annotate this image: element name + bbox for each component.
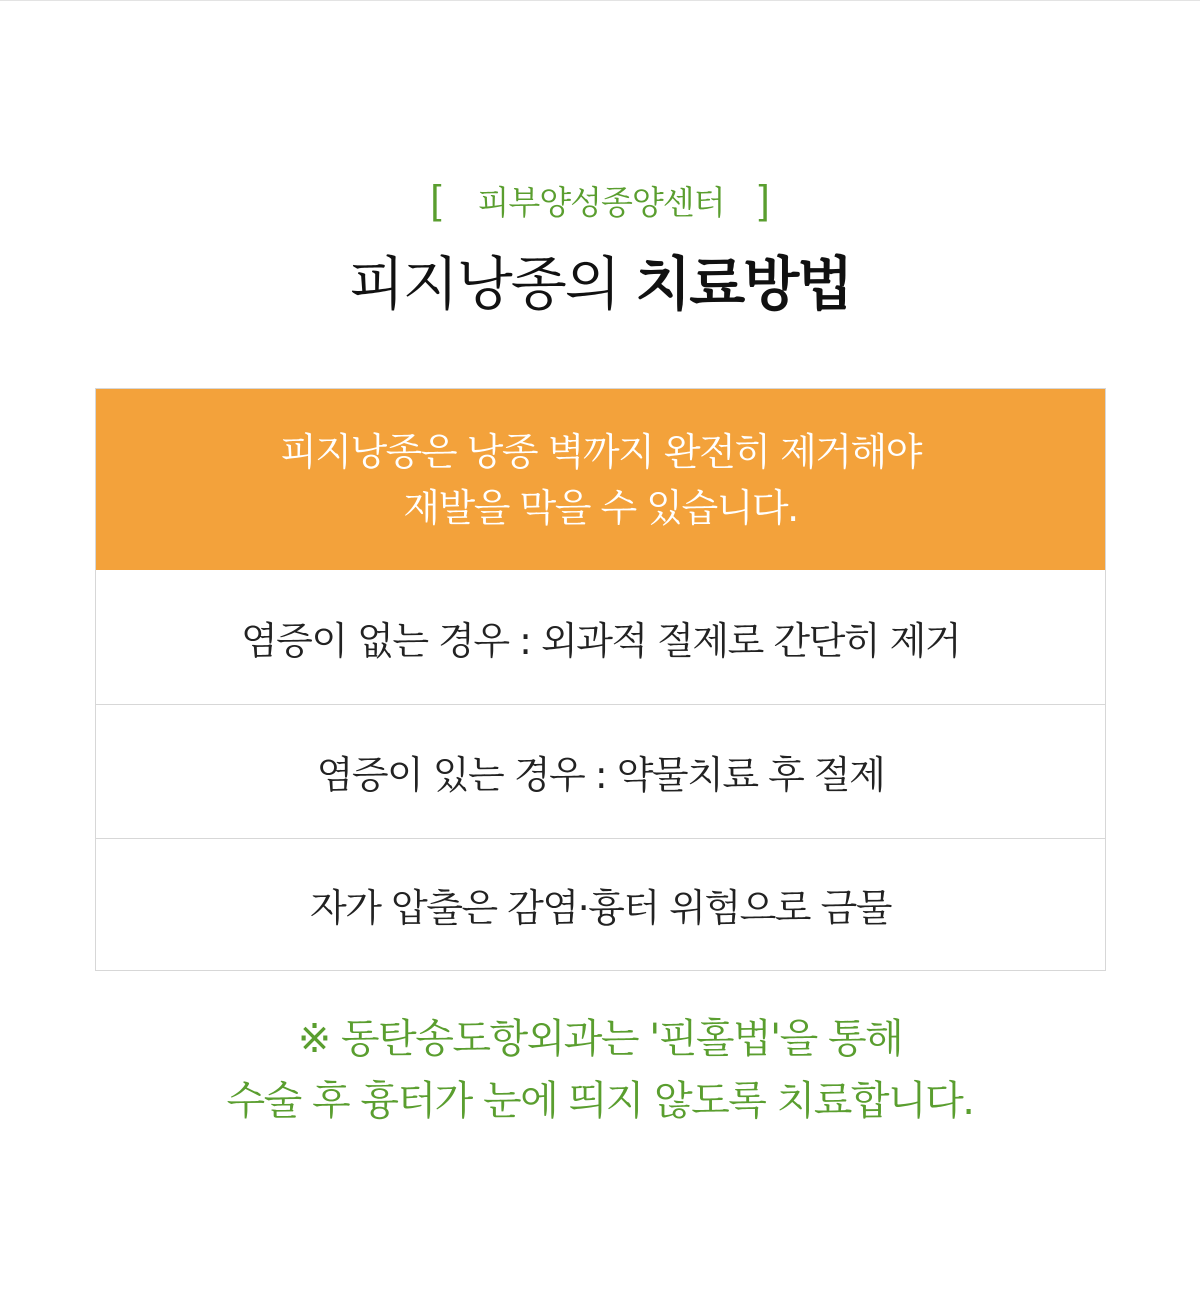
table-row-text: 염증이 있는 경우 : 약물치료 후 절제 <box>316 753 885 797</box>
table-header-line-1: 피지낭종은 낭종 벽까지 완전히 제거해야 <box>280 429 921 474</box>
table-header <box>96 389 1105 570</box>
table-row-text: 염증이 없는 경우 : 외과적 절제로 간단히 제거 <box>240 618 961 663</box>
clinic-note <box>0 1008 1200 1132</box>
top-divider <box>0 0 1200 1</box>
bracket-open: [ <box>430 177 442 222</box>
page-title <box>0 244 1200 324</box>
treatment-table <box>95 388 1106 971</box>
title-bold: 치료방법 <box>635 250 852 318</box>
center-name: 피부양성종양센터 <box>477 182 725 222</box>
table-row-self-extraction <box>96 838 1105 970</box>
note-line-1: ※ 동탄송도항외과는 '핀홀법'을 통해 <box>297 1016 903 1062</box>
bracket-close: ] <box>758 177 770 222</box>
title-regular: 피지낭종의 <box>348 250 619 318</box>
table-row-inflammation <box>96 704 1105 838</box>
note-line-2: 수술 후 흉터가 눈에 띄지 않도록 치료합니다. <box>226 1078 974 1124</box>
section-eyebrow <box>0 172 1200 228</box>
table-row-text: 자가 압출은 감염·흉터 위험으로 금물 <box>309 886 892 930</box>
table-row-no-inflammation <box>96 570 1105 704</box>
table-header-line-2: 재발을 막을 수 있습니다. <box>403 485 798 530</box>
